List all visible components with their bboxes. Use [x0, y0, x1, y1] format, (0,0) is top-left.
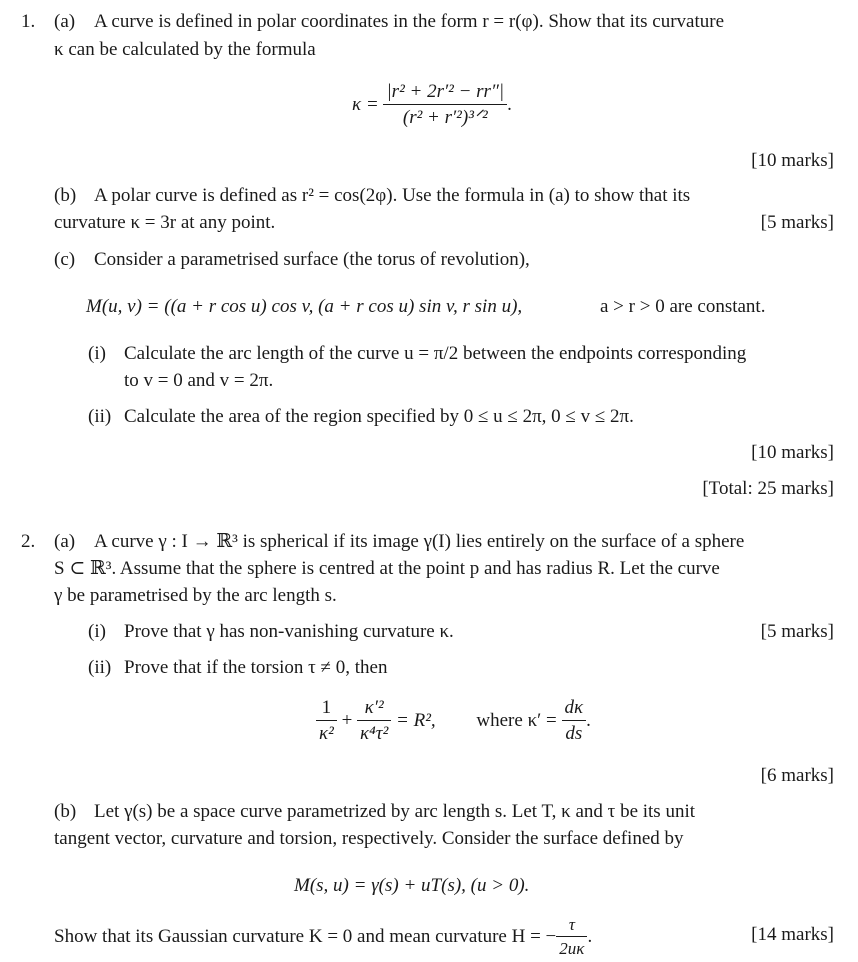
frac1-numerator: 1 — [316, 698, 337, 721]
formula-rhs: = R², — [396, 710, 436, 731]
q2-number: 2. — [21, 531, 36, 552]
q2ai-text: Prove that γ has non-vanishing curvature κ. — [124, 621, 454, 642]
q1-number: 1. — [21, 11, 36, 32]
q2ai-marks: [5 marks] — [760, 621, 834, 642]
formula-lhs: κ = — [352, 94, 379, 115]
q2b-text-line3 — [54, 916, 592, 957]
q1c-constants: a > r > 0 are constant. — [600, 296, 766, 317]
q1c-torus-formula: M(u, v) = ((a + r cos u) cos v, (a + r cos u) sin v, r sin u), — [86, 296, 523, 317]
q1-total-marks: [Total: 25 marks] — [702, 478, 834, 499]
formula-period: . — [507, 94, 512, 115]
q2b-surface-formula: M(s, u) = γ(s) + uT(s), (u > 0). — [294, 875, 530, 896]
frac3-denominator: ds — [565, 723, 583, 744]
q1c-marks: [10 marks] — [751, 442, 834, 463]
q2aii-marks: [6 marks] — [760, 765, 834, 786]
formula-denominator: (r² + r′²)³ᐟ² — [402, 107, 488, 128]
q1cii-text-line1: Calculate the area of the region specified by 0 ≤ u ≤ 2π, 0 ≤ v ≤ 2π. — [124, 406, 634, 427]
q1ci-label: (i) — [88, 343, 106, 364]
frac1-denominator: κ² — [319, 723, 334, 744]
q2aii-sphere-formula — [316, 698, 591, 743]
q1c-text-line1: Consider a parametrised surface (the torus of revolution), — [94, 249, 530, 270]
q2ai-label: (i) — [88, 621, 106, 642]
q2b-text-line3-content: Show that its Gaussian curvature K = 0 and mean curvature H = − — [54, 926, 557, 947]
plus-sign: + — [341, 710, 353, 731]
q2b-marks: [14 marks] — [751, 924, 834, 945]
q2b-text-line1: Let γ(s) be a space curve parametrized by arc length s. Let T, κ and τ be its unit — [94, 801, 696, 822]
q1a-text-line1: A curve is defined in polar coordinates in the form r = r(φ). Show that its curvature — [94, 11, 725, 32]
q2a-text-line3: γ be parametrised by the arc length s. — [54, 585, 337, 606]
q1b-marks: [5 marks] — [760, 212, 834, 233]
frac2-denominator: κ⁴τ² — [360, 723, 389, 744]
q1a-marks: [10 marks] — [751, 150, 834, 171]
q2b-text-line2: tangent vector, curvature and torsion, respectively. Consider the surface defined by — [54, 828, 684, 849]
q2a-text-line2: S ⊂ ℝ³. Assume that the sphere is centred at the point p and has radius R. Let the curve — [54, 558, 720, 579]
q2a-text-line1: A curve γ : I → ℝ³ is spherical if its image γ(I) lies entirely on the surface of a sphere — [94, 531, 745, 552]
q2aii-text: Prove that if the torsion τ ≠ 0, then — [124, 657, 388, 678]
formula-numerator: |r² + 2r′² − rr″| — [383, 82, 507, 105]
q1c-label: (c) — [54, 249, 76, 270]
frac2-numerator: κ′² — [357, 698, 391, 721]
q1a-text-line2: κ can be calculated by the formula — [54, 39, 316, 60]
q1ci-text-line1: Calculate the arc length of the curve u = π/2 between the endpoints corresponding — [124, 343, 747, 364]
h-denominator: 2uκ — [559, 939, 585, 958]
q1b-label: (b) — [54, 185, 77, 206]
where-label: where κ′ = — [476, 710, 557, 731]
q1b-text-line2: curvature κ = 3r at any point. — [54, 212, 276, 233]
q2a-label: (a) — [54, 531, 76, 552]
formula-period: . — [586, 710, 591, 731]
q1a-curvature-formula — [352, 82, 512, 127]
h-period: . — [587, 926, 593, 947]
q1a-label: (a) — [54, 11, 76, 32]
h-numerator: τ — [556, 916, 587, 937]
q1ci-text-line2: to v = 0 and v = 2π. — [124, 370, 274, 391]
q2b-label: (b) — [54, 801, 77, 822]
q2aii-label: (ii) — [88, 657, 112, 678]
q1b-text-line1: A polar curve is defined as r² = cos(2φ). Use the formula in (a) to show that its — [94, 185, 691, 206]
frac3-numerator: dκ — [562, 698, 587, 721]
q1cii-label: (ii) — [88, 406, 112, 427]
